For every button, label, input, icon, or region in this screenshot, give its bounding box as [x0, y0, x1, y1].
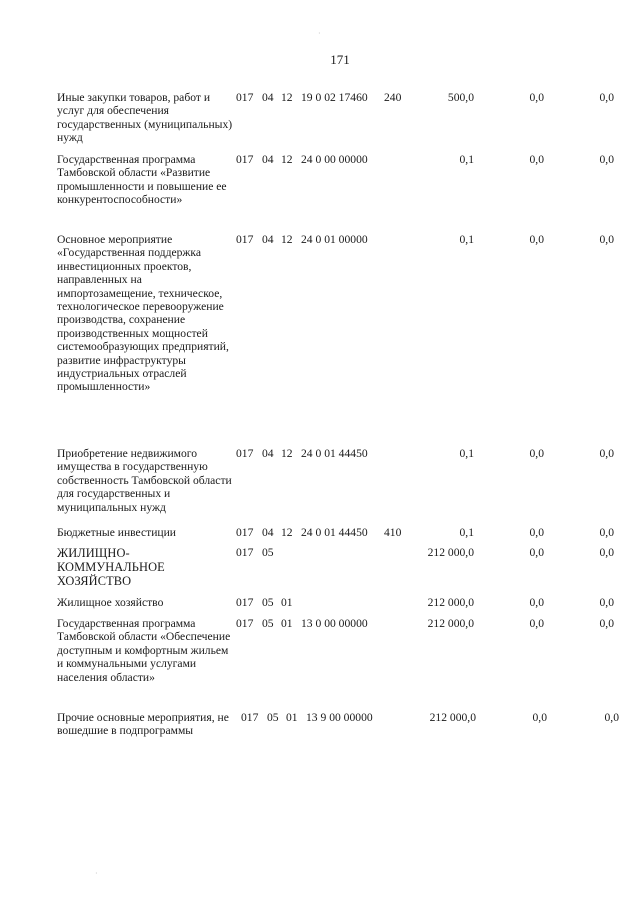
row-section-code: 04	[262, 526, 274, 539]
row-amount-2: 0,0	[529, 91, 544, 104]
row-name: Прочие основные мероприятия, не вошедшие в подпрограммы	[57, 711, 229, 738]
row-name: Иные закупки товаров, работ и услуг для обеспечения государственных (муниципальных) нужд	[57, 91, 233, 145]
row-amount-3: 0,0	[599, 596, 614, 609]
row-section-code: 04	[262, 447, 274, 460]
row-amount-3: 0,0	[599, 233, 614, 246]
row-section-code: 04	[262, 91, 274, 104]
row-ministry-code: 017	[236, 153, 254, 166]
row-amount-3: 0,0	[599, 447, 614, 460]
row-subsection-code: 12	[281, 233, 293, 246]
row-name: Государственная программа Тамбовской области «Обеспечение доступным и комфортным жильем и коммунальными услугами населения области»	[57, 617, 231, 684]
row-section-code: 05	[262, 546, 274, 559]
row-section-code: 04	[262, 233, 274, 246]
row-amount-2: 0,0	[529, 233, 544, 246]
row-amount-1: 0,1	[459, 233, 474, 246]
row-amount-3: 0,0	[599, 91, 614, 104]
row-target-code: 24 0 01 00000	[301, 233, 368, 246]
row-target-code: 24 0 01 44450	[301, 447, 368, 460]
row-subsection-code: 12	[281, 91, 293, 104]
row-ministry-code: 017	[236, 546, 254, 559]
row-amount-2: 0,0	[529, 596, 544, 609]
row-amount-1: 212 000,0	[427, 546, 474, 559]
row-ministry-code: 017	[236, 233, 254, 246]
row-section-code: 05	[262, 617, 274, 630]
row-name: ЖИЛИЩНО-КОММУНАЛЬНОЕ ХОЗЯЙСТВО	[57, 546, 165, 588]
scan-speck: ·	[318, 29, 321, 38]
row-amount-1: 212 000,0	[427, 617, 474, 630]
row-amount-2: 0,0	[529, 447, 544, 460]
row-amount-2: 0,0	[529, 153, 544, 166]
row-amount-2: 0,0	[529, 526, 544, 539]
row-amount-1: 212 000,0	[429, 711, 476, 724]
row-amount-3: 0,0	[599, 153, 614, 166]
scan-speck: ·	[95, 869, 98, 878]
row-target-code: 13 9 00 00000	[306, 711, 373, 724]
row-section-code: 05	[262, 596, 274, 609]
row-ministry-code: 017	[236, 617, 254, 630]
row-target-code: 24 0 01 44450	[301, 526, 368, 539]
page-number: 171	[330, 52, 350, 67]
row-amount-3: 0,0	[599, 526, 614, 539]
row-subsection-code: 12	[281, 153, 293, 166]
row-ministry-code: 017	[236, 596, 254, 609]
row-name: Государственная программа Тамбовской области «Развитие промышленности и повышение ее конкурентоспособности»	[57, 153, 227, 207]
row-amount-1: 0,1	[459, 447, 474, 460]
row-amount-1: 0,1	[459, 526, 474, 539]
row-subsection-code: 01	[286, 711, 298, 724]
row-expense-type: 410	[384, 526, 402, 539]
row-name: Основное мероприятие «Государственная поддержка инвестиционных проектов, направленных на импортозамещение, техническое, технологическое перевооружение производства, сохранение производственных мощностей системообразующих предприятий, развитие инфраструктуры индустриальных отраслей промышленности»	[57, 233, 229, 394]
row-ministry-code: 017	[236, 526, 254, 539]
row-ministry-code: 017	[236, 91, 254, 104]
row-name: Жилищное хозяйство	[57, 596, 164, 609]
row-ministry-code: 017	[236, 447, 254, 460]
row-name: Приобретение недвижимого имущества в государственную собственность Тамбовской области для государственных и муниципальных нужд	[57, 447, 232, 514]
row-target-code: 19 0 02 17460	[301, 91, 368, 104]
row-amount-1: 212 000,0	[427, 596, 474, 609]
row-amount-3: 0,0	[599, 546, 614, 559]
row-amount-2: 0,0	[532, 711, 547, 724]
row-amount-2: 0,0	[529, 546, 544, 559]
row-amount-2: 0,0	[529, 617, 544, 630]
row-amount-3: 0,0	[604, 711, 619, 724]
row-target-code: 13 0 00 00000	[301, 617, 368, 630]
row-amount-1: 500,0	[447, 91, 474, 104]
row-name: Бюджетные инвестиции	[57, 526, 177, 539]
row-subsection-code: 01	[281, 596, 293, 609]
row-target-code: 24 0 00 00000	[301, 153, 368, 166]
row-section-code: 04	[262, 153, 274, 166]
row-subsection-code: 01	[281, 617, 293, 630]
row-section-code: 05	[267, 711, 279, 724]
row-amount-3: 0,0	[599, 617, 614, 630]
row-subsection-code: 12	[281, 447, 293, 460]
row-ministry-code: 017	[241, 711, 259, 724]
row-amount-1: 0,1	[459, 153, 474, 166]
row-expense-type: 240	[384, 91, 402, 104]
row-subsection-code: 12	[281, 526, 293, 539]
